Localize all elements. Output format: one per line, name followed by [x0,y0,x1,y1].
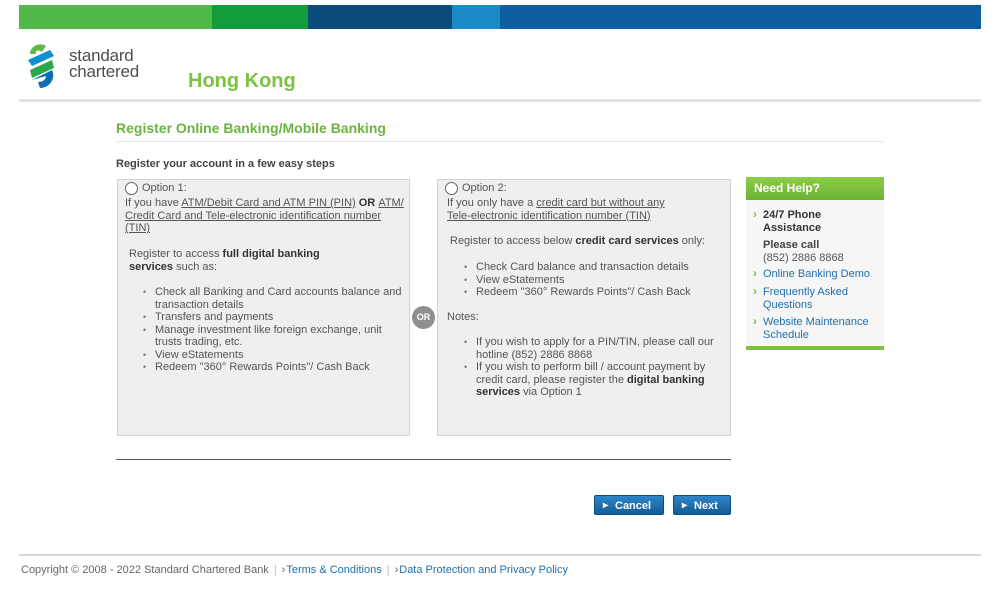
option-2-feature-list [460,261,728,299]
list-item: • Manage investment like foreign exchange, unit [139,324,411,337]
logo-line-2: chartered [69,62,140,81]
option-1-atm-credit-link-c[interactable]: (TIN) [125,222,151,234]
standard-chartered-logo[interactable] [24,40,164,92]
cancel-button-label: Cancel [615,500,652,512]
bar-segment-navy [308,5,452,29]
option-2-panel[interactable] [437,179,731,436]
terms-link[interactable]: Terms & Conditions [286,564,382,576]
faq-label-line-2[interactable]: Questions [763,298,813,311]
list-item-text: hotline (852) 2886 8868 [476,348,593,361]
option-2-header[interactable] [445,182,507,195]
list-item-text: credit card, please register the [476,373,628,386]
option-1-panel[interactable] [117,179,410,436]
list-item-text: transaction details [155,298,244,311]
logo-line-1: standard [69,46,134,65]
option-1-access-prefix: Register to access [129,248,223,260]
footer-divider [19,554,981,556]
list-item: • View eStatements [460,274,728,287]
option-2-notes-list [460,336,728,399]
option-1-header[interactable] [125,182,187,195]
chevron-right-icon: ▸ [603,500,609,511]
title-divider [116,141,884,142]
bar-segment-light-green [19,5,212,29]
list-item: • Check Card balance and transaction details [460,261,728,274]
phone-title-line-1: › 24/7 Phone [763,209,822,221]
option-2-intro [447,197,727,222]
option-1-access-bold-2: services [129,260,174,273]
need-help-title: Need Help? [746,177,884,200]
chevron-right-icon: › [281,564,286,576]
phone-number: (852) 2886 8868 [763,251,844,264]
list-item-bold: digital banking [627,373,705,386]
option-1-radio[interactable] [125,182,138,195]
option-1-access-suffix: such as: [173,260,218,273]
steps-heading: Register your account in a few easy steps [116,158,335,170]
copyright-text: Copyright © 2008 - 2022 Standard Chartered Bank [21,564,269,576]
option-2-label: Option 2: [462,182,507,195]
option-1-atm-credit-link-b[interactable]: Credit Card and Tele-electronic identification number [125,209,381,222]
option-1-or-text: OR [355,197,379,209]
option-2-access [450,235,728,248]
list-item: • Redeem "360° Rewards Points"/ Cash Back [139,361,411,374]
option-2-intro-prefix: If you only have a [447,197,537,209]
online-banking-demo-link[interactable] [753,268,870,281]
phone-title-line-2: Assistance [763,221,822,234]
option-2-radio[interactable] [445,182,458,195]
bar-segment-green [212,5,308,29]
phone-call-text [763,239,844,264]
list-item: • If you wish to perform bill / account payment by [460,361,728,374]
option-2-credit-card-link[interactable]: credit card but without any [536,197,665,209]
footer-separator: | [386,564,390,576]
list-item-bold: services [476,386,521,398]
chevron-right-icon: › [394,564,399,576]
list-item-continued [139,336,411,349]
option-1-intro-prefix: If you have [125,197,182,209]
need-help-panel [746,177,884,350]
list-item: • Transfers and payments [139,311,411,324]
option-2-access-suffix: only: [678,235,705,247]
bar-segment-light-blue [452,5,500,29]
faq-link[interactable] [753,286,848,311]
list-item-text: trusts trading, etc. [155,336,243,348]
header-divider [19,99,981,102]
list-item-continued [139,299,411,312]
option-1-access-bold-1: full digital banking [222,248,320,260]
privacy-link[interactable]: Data Protection and Privacy Policy [399,564,568,576]
bar-segment-blue [500,5,981,29]
faq-label-line-1[interactable]: › Frequently Asked [763,286,848,298]
next-button-label: Next [694,500,718,512]
option-2-access-prefix: Register to access below [450,235,576,247]
footer [21,564,568,576]
list-item: • View eStatements [139,349,411,362]
option-1-feature-list [139,286,411,374]
or-badge: OR [412,306,435,329]
maintenance-label-line-1[interactable]: › Website Maintenance [763,316,869,328]
list-item-continued [460,374,728,387]
cancel-button[interactable] [594,495,664,515]
page-title: Register Online Banking/Mobile Banking [116,120,386,136]
logo-wordmark [69,48,139,80]
footer-separator: | [273,564,277,576]
please-call-label: Please call [763,239,820,251]
option-2-tin-link[interactable]: Tele-electronic identification number (TIN) [447,209,651,222]
chevron-right-icon: ▸ [682,500,688,511]
option-2-notes-label: Notes: [447,311,479,323]
list-item-continued [460,349,728,362]
next-button[interactable] [673,495,731,515]
online-banking-demo-label[interactable]: Online Banking Demo [763,268,871,280]
logo-mark-icon [24,40,60,92]
option-1-intro [125,197,411,235]
option-1-atm-credit-link-a[interactable]: ATM/ [378,197,404,209]
option-1-label: Option 1: [142,182,187,195]
region-title: Hong Kong [188,70,296,92]
maintenance-label-line-2[interactable]: Schedule [763,328,809,341]
maintenance-schedule-link[interactable] [753,316,869,341]
option-1-access [129,248,404,273]
phone-assistance-item [753,209,821,234]
list-item: • Check all Banking and Card accounts balance and [139,286,411,299]
option-2-access-bold: credit card services [575,235,679,247]
list-item-continued [460,386,728,399]
form-divider [116,459,731,460]
list-item: • If you wish to apply for a PIN/TIN, please call our [460,336,728,349]
brand-color-bar [19,5,981,29]
list-item-text: via Option 1 [520,386,582,398]
list-item: • Redeem "360° Rewards Points"/ Cash Back [460,286,728,299]
option-1-atm-pin-link[interactable]: ATM/Debit Card and ATM PIN (PIN) [181,197,356,209]
